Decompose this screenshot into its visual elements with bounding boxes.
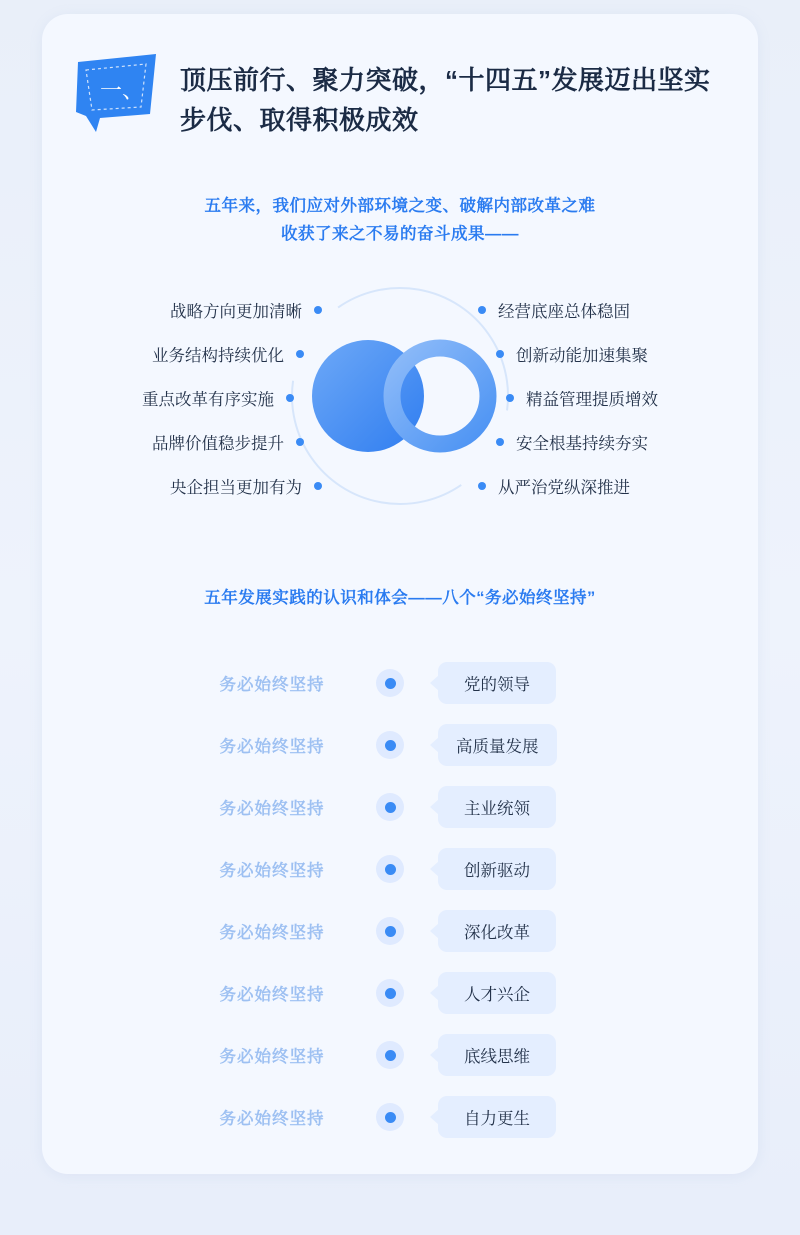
achievement-label: 从严治党纵深推进 [498,479,630,497]
list-bullet-icon [376,917,404,945]
bullet-dot-icon [496,350,504,358]
list-bullet-icon [376,793,404,821]
persist-tag: 深化改革 [438,910,556,952]
list-item [42,900,758,962]
persist-tag: 人才兴企 [438,972,556,1014]
persist-tag: 党的领导 [438,662,556,704]
achievement-label: 创新动能加速集聚 [516,347,648,365]
bullet-dot-icon [286,394,294,402]
bullet-dot-icon [506,394,514,402]
badge-number-text: 一、 [100,78,145,103]
section1-subtitle-line2: 收获了来之不易的奋斗成果—— [281,225,519,243]
achievement-item [34,420,304,464]
persist-prefix-label: 务必始终坚持 [219,862,325,880]
persist-tag: 主业统领 [438,786,556,828]
achievement-item [52,288,322,332]
persist-prefix-label: 务必始终坚持 [219,1048,325,1066]
persist-prefix-label: 务必始终坚持 [219,986,325,1004]
persist-prefix-label: 务必始终坚持 [219,1110,325,1128]
content-card [42,14,758,1174]
list-item [42,652,758,714]
achievement-label: 央企担当更加有为 [170,479,302,497]
persist-list [42,652,758,1148]
list-bullet-icon [376,855,404,883]
persist-tag: 底线思维 [438,1034,556,1076]
list-item [42,1024,758,1086]
achievement-item [34,332,304,376]
list-bullet-icon [376,1103,404,1131]
section2-subtitle: 五年发展实践的认识和体会——八个“务必始终坚持” [204,589,596,607]
persist-prefix-label: 务必始终坚持 [219,800,325,818]
persist-prefix-label: 务必始终坚持 [219,676,325,694]
achievement-label: 精益管理提质增效 [526,391,658,409]
list-item [42,776,758,838]
persist-tag: 创新驱动 [438,848,556,890]
achievement-item [478,464,748,508]
header [70,52,730,140]
achievement-item [496,420,766,464]
list-item [42,838,758,900]
achievement-label: 业务结构持续优化 [152,347,284,365]
achievement-label: 品牌价值稳步提升 [152,435,284,453]
achievements-left-column [52,288,322,508]
section1-subtitle [42,192,758,248]
bullet-dot-icon [478,306,486,314]
achievement-item [478,288,748,332]
persist-tag: 自力更生 [438,1096,556,1138]
achievement-label: 经营底座总体稳固 [498,303,630,321]
list-bullet-icon [376,1041,404,1069]
bullet-dot-icon [296,438,304,446]
list-item [42,714,758,776]
list-bullet-icon [376,731,404,759]
list-bullet-icon [376,669,404,697]
achievement-item [52,464,322,508]
persist-prefix-label: 务必始终坚持 [219,924,325,942]
section1-subtitle-line1: 五年来，我们应对外部环境之变、破解内部改革之难 [204,197,596,215]
bullet-dot-icon [478,482,486,490]
achievement-item [496,332,766,376]
bullet-dot-icon [296,350,304,358]
achievements-right-column [478,288,748,508]
achievements-diagram [42,276,758,516]
bullet-dot-icon [496,438,504,446]
list-item [42,1086,758,1148]
persist-prefix-label: 务必始终坚持 [219,738,325,756]
bullet-dot-icon [314,306,322,314]
achievement-item [506,376,776,420]
achievement-label: 安全根基持续夯实 [516,435,648,453]
achievement-label: 战略方向更加清晰 [170,303,302,321]
bullet-dot-icon [314,482,322,490]
section-number-badge [70,52,166,134]
list-item [42,962,758,1024]
page-title: 顶压前行、聚力突破，“十四五”发展迈出坚实步伐、取得积极成效 [180,65,711,135]
achievement-item [24,376,294,420]
list-bullet-icon [376,979,404,1007]
persist-tag: 高质量发展 [438,724,557,766]
achievement-label: 重点改革有序实施 [142,391,274,409]
